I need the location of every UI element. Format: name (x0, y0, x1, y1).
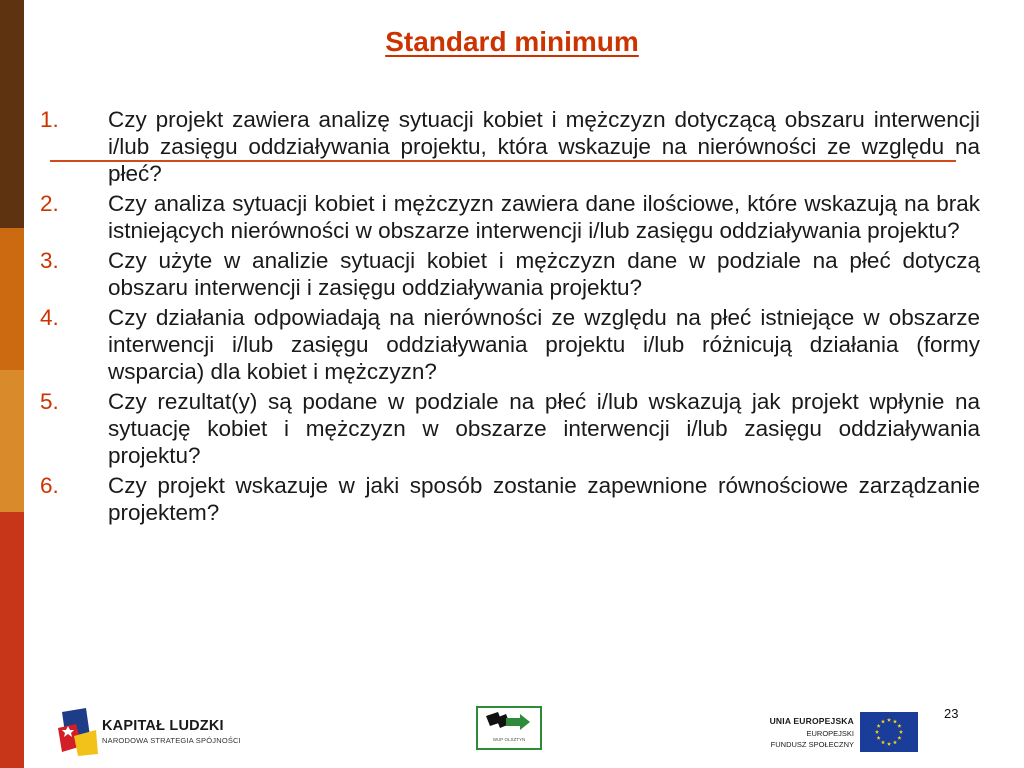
list-item (40, 106, 980, 187)
page-number: 23 (944, 706, 959, 721)
eu-title: UNIA EUROPEJSKA (769, 716, 854, 726)
eu-text (760, 716, 854, 749)
item-number: 4. (40, 305, 59, 330)
decorative-underline (50, 160, 956, 162)
wup-logo (476, 706, 542, 750)
item-number: 1. (40, 107, 59, 132)
list-item (40, 304, 980, 385)
criteria-list (40, 106, 980, 529)
item-number: 5. (40, 389, 59, 414)
wup-logo-caption: WUP OLSZTYN (492, 737, 526, 742)
item-text: Czy użyte w analizie sytuacji kobiet i mężczyzn dane w podziale na płeć dotyczą obszaru interwencji i zasięgu oddziaływania projektu? (108, 248, 980, 300)
list-item (40, 190, 980, 244)
item-text: Czy rezultat(y) są podane w podziale na płeć i/lub wskazują jak projekt wpłynie na sytuację kobiet i mężczyzn w obszarze interwencji i/lub zasięgu oddziaływania projektu? (108, 389, 980, 468)
item-text: Czy projekt zawiera analizę sytuacji kobiet i mężczyzn dotyczącą obszaru interwencji i/lub zasięgu oddziaływania projektu, która wskazuje na nierówności ze względu na płeć? (108, 107, 980, 186)
side-bar-bottom (0, 512, 24, 768)
kapital-ludzki-subtitle: NARODOWA STRATEGIA SPÓJNOŚCI (102, 736, 241, 745)
eu-line-3: FUNDUSZ SPOŁECZNY (770, 740, 854, 749)
eu-line-2: EUROPEJSKI (806, 729, 854, 738)
list-item (40, 247, 980, 301)
list-item (40, 472, 980, 526)
wup-logo-icon (478, 708, 540, 738)
item-number: 3. (40, 248, 59, 273)
item-text: Czy działania odpowiadają na nierówności ze względu na płeć istniejące w obszarze interwencji i/lub zasięgu oddziaływania projektu i/lub różnicują działania (formy wsparcia) dla kobiet i mężczyzn? (108, 305, 980, 384)
item-text: Czy analiza sytuacji kobiet i mężczyzn zawiera dane ilościowe, które wskazują na brak istniejących nierówności w obszarze interwencji i/lub zasięgu oddziaływania projektu? (108, 191, 980, 243)
kapital-ludzki-text (102, 718, 241, 745)
list-item (40, 388, 980, 469)
item-number: 6. (40, 473, 59, 498)
eu-flag-icon (860, 712, 918, 752)
kapital-ludzki-title: KAPITAŁ LUDZKI (102, 718, 224, 734)
item-number: 2. (40, 191, 59, 216)
item-text: Czy projekt wskazuje w jaki sposób zostanie zapewnione równościowe zarządzanie projektem? (108, 473, 980, 525)
slide-title: Standard minimum (385, 26, 639, 57)
side-bar-lower (0, 370, 24, 512)
side-bar-mid (0, 228, 24, 370)
